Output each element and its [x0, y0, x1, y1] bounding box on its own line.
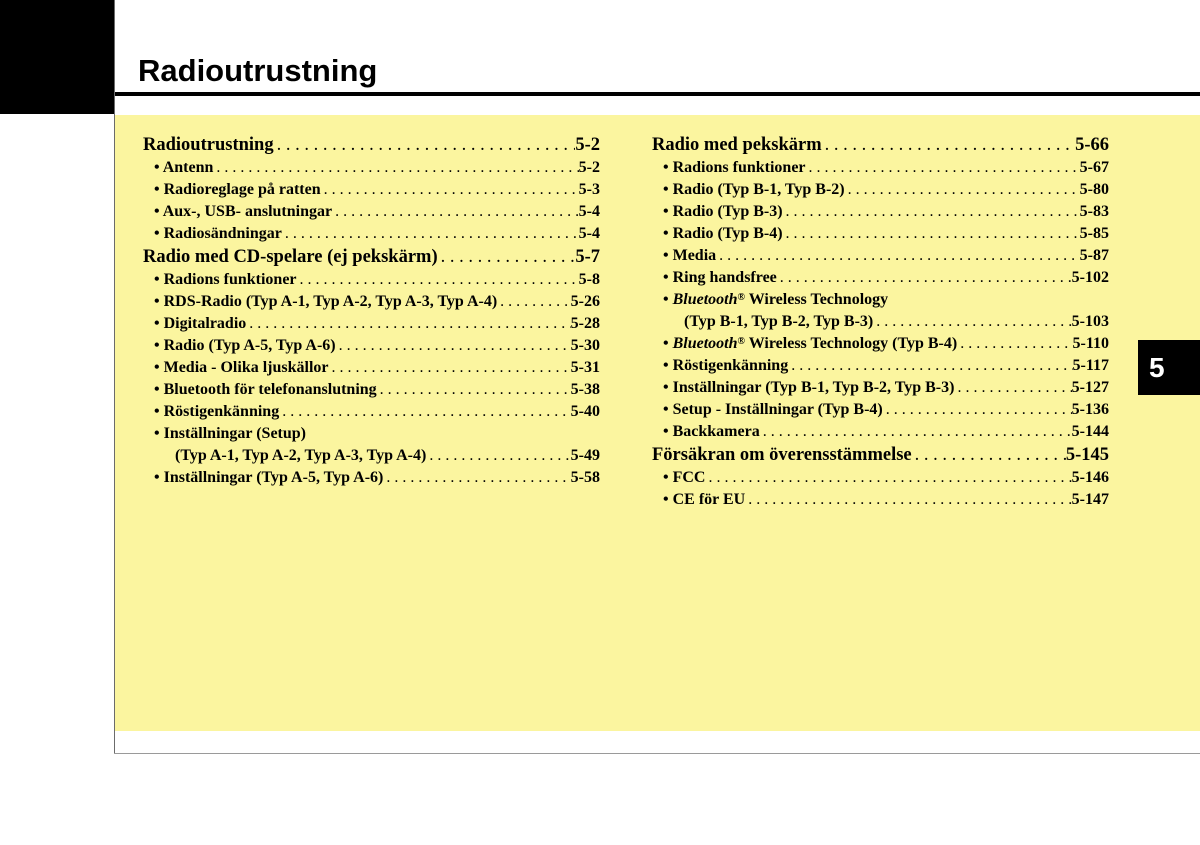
toc-leader-dots [822, 133, 1075, 157]
toc-subentry[interactable] [652, 421, 1109, 443]
toc-subentry[interactable] [143, 223, 600, 245]
toc-subentry[interactable] [143, 291, 600, 313]
toc-section-entry[interactable] [652, 133, 1109, 157]
toc-section-entry[interactable] [652, 443, 1109, 467]
registered-mark: ® [737, 292, 745, 303]
toc-subentry[interactable] [652, 355, 1109, 377]
toc-page-number[interactable]: 5-30 [570, 337, 600, 354]
toc-subentry[interactable] [143, 179, 600, 201]
toc-entry-title: • Radio (Typ B-3) [663, 203, 783, 220]
chapter-corner-block [0, 0, 114, 114]
toc-subentry[interactable] [652, 245, 1109, 267]
toc-entry-title: • Setup - Inställningar (Typ B-4) [663, 401, 883, 418]
toc-page-number[interactable]: 5-87 [1079, 247, 1109, 264]
toc-entry-title: Radio med CD-spelare (ej pekskärm) [143, 247, 438, 267]
title-rule [114, 92, 1200, 96]
toc-leader-dots [806, 157, 1080, 179]
toc-leader-dots [438, 245, 576, 269]
toc-page-number[interactable]: 5-146 [1071, 469, 1109, 486]
chapter-number: 5 [1149, 351, 1165, 383]
toc-page-number[interactable]: 5-38 [570, 381, 600, 398]
toc-brand: Bluetooth [672, 291, 738, 308]
toc-entry-title: Radio med pekskärm [652, 135, 822, 155]
toc-page-number[interactable]: 5-145 [1065, 445, 1109, 465]
toc-leader-dots [383, 467, 570, 489]
toc-page-number[interactable]: 5-144 [1071, 423, 1109, 440]
toc-entry-title: • Radioreglage på ratten [154, 181, 321, 198]
toc-page-number[interactable]: 5-136 [1071, 401, 1109, 418]
toc-entry-title: • FCC [663, 469, 706, 486]
toc-leader-dots [745, 489, 1071, 511]
toc-page-number[interactable]: 5-2 [578, 159, 600, 176]
toc-right-column [652, 133, 1109, 511]
toc-subentry[interactable] [143, 467, 600, 489]
toc-leader-dots [282, 223, 579, 245]
toc-leader-dots [377, 379, 571, 401]
toc-leader-dots [783, 201, 1080, 223]
toc-page-number[interactable]: 5-8 [578, 271, 600, 288]
toc-entry-title: • Radions funktioner [154, 271, 297, 288]
toc-subentry[interactable] [143, 157, 600, 179]
toc-entry-title: • RDS-Radio (Typ A-1, Typ A-2, Typ A-3, Typ A-4) [154, 293, 498, 310]
toc-title-text: Wireless Technology (Typ B-4) [745, 335, 958, 352]
toc-page-number[interactable]: 5-26 [570, 293, 600, 310]
toc-page-number[interactable]: 5-117 [1072, 357, 1109, 374]
toc-leader-dots [497, 291, 571, 313]
toc-subentry[interactable] [652, 223, 1109, 245]
toc-subentry[interactable] [652, 267, 1109, 289]
toc-subentry[interactable] [652, 333, 1109, 355]
toc-subentry[interactable] [652, 179, 1109, 201]
toc-subentry[interactable] [652, 201, 1109, 223]
toc-leader-dots [873, 311, 1071, 333]
toc-entry-title: • Ring handsfree [663, 269, 777, 286]
toc-section-entry[interactable] [143, 245, 600, 269]
toc-entry-title: • Radio (Typ B-4) [663, 225, 783, 242]
toc-leader-dots [329, 357, 571, 379]
toc-entry-title: • CE för EU [663, 491, 746, 508]
bottom-margin-line [114, 753, 1200, 754]
toc-entry-title [663, 333, 957, 355]
toc-leader-dots [426, 445, 570, 467]
toc-subentry[interactable] [652, 467, 1109, 489]
toc-leader-dots [297, 269, 579, 291]
toc-entry-title: • Radions funktioner [663, 159, 806, 176]
toc-subentry[interactable] [143, 357, 600, 379]
toc-entry-title [663, 289, 888, 311]
toc-entry-title: • Media - Olika ljuskällor [154, 359, 329, 376]
toc-page-number[interactable]: 5-127 [1071, 379, 1109, 396]
toc-leader-dots [213, 157, 578, 179]
toc-page-number[interactable]: 5-3 [578, 181, 600, 198]
toc-brand: Bluetooth [672, 335, 738, 352]
toc-subentry[interactable] [143, 201, 600, 223]
toc-leader-dots [883, 399, 1072, 421]
toc-leader-dots [912, 443, 1066, 467]
toc-leader-dots [845, 179, 1080, 201]
registered-mark: ® [737, 336, 745, 347]
toc-subentry[interactable] [652, 311, 1109, 333]
toc-entry-title: • Inställningar (Typ A-5, Typ A-6) [154, 469, 384, 486]
toc-page-number[interactable]: 5-147 [1071, 491, 1109, 508]
toc-leader-dots [321, 179, 579, 201]
toc-page-number[interactable]: 5-103 [1071, 313, 1109, 330]
chapter-tab[interactable] [1138, 340, 1200, 395]
toc-page-number[interactable]: 5-49 [570, 447, 600, 464]
toc-subentry[interactable] [143, 313, 600, 335]
toc-leader-dots [279, 401, 570, 423]
toc-subentry[interactable] [143, 335, 600, 357]
toc-page-number[interactable]: 5-4 [578, 203, 600, 220]
toc-entry-title: • Inställningar (Typ B-1, Typ B-2, Typ B-3) [663, 379, 955, 396]
toc-subentry [143, 423, 600, 445]
toc-entry-title: • Backkamera [663, 423, 760, 440]
toc-leader-dots [274, 133, 576, 157]
toc-entry-title: (Typ A-1, Typ A-2, Typ A-3, Typ A-4) [175, 447, 427, 464]
toc-page-number[interactable]: 5-85 [1079, 225, 1109, 242]
toc-title-text: Wireless Technology [745, 291, 889, 308]
toc-entry-title: • Röstigenkänning [663, 357, 789, 374]
toc-subentry[interactable] [652, 399, 1109, 421]
toc-leader-dots [760, 421, 1072, 443]
toc-entry-title: • Aux-, USB- anslutningar [154, 203, 333, 220]
toc-leader-dots [705, 467, 1071, 489]
toc-left-column [143, 133, 600, 489]
toc-entry-title: • Bluetooth för telefonanslutning [154, 381, 377, 398]
toc-entry-title: • Inställningar (Setup) [154, 425, 307, 442]
toc-entry-title: • Antenn [154, 159, 214, 176]
toc-entry-title: Försäkran om överensstämmelse [652, 445, 912, 465]
toc-page-number[interactable]: 5-2 [575, 135, 600, 155]
toc-leader-dots [957, 333, 1072, 355]
toc-leader-dots [777, 267, 1072, 289]
toc-entry-title: • Röstigenkänning [154, 403, 280, 420]
toc-page-number[interactable]: 5-28 [570, 315, 600, 332]
toc-subentry[interactable] [652, 157, 1109, 179]
toc-page-number[interactable]: 5-58 [570, 469, 600, 486]
toc-subentry[interactable] [143, 269, 600, 291]
toc-entry-title: (Typ B-1, Typ B-2, Typ B-3) [684, 313, 874, 330]
toc-page-number[interactable]: 5-4 [578, 225, 600, 242]
toc-leader-dots [788, 355, 1072, 377]
toc-bullet: • [663, 335, 673, 352]
toc-entry-title: • Digitalradio [154, 315, 247, 332]
toc-page-number[interactable]: 5-83 [1079, 203, 1109, 220]
toc-page-number[interactable]: 5-67 [1079, 159, 1109, 176]
toc-page-number[interactable]: 5-66 [1075, 135, 1109, 155]
toc-leader-dots [954, 377, 1071, 399]
toc-entry-title: Radioutrustning [143, 135, 274, 155]
toc-subentry[interactable] [143, 379, 600, 401]
toc-entry-title: • Radio (Typ A-5, Typ A-6) [154, 337, 336, 354]
toc-page-number[interactable]: 5-80 [1079, 181, 1109, 198]
toc-leader-dots [332, 201, 579, 223]
toc-subentry[interactable] [652, 489, 1109, 511]
toc-page-number[interactable]: 5-40 [570, 403, 600, 420]
toc-entry-title: • Media [663, 247, 717, 264]
toc-subentry [652, 289, 1109, 311]
toc-subentry[interactable] [652, 377, 1109, 399]
toc-leader-dots [336, 335, 571, 357]
left-margin-line [114, 0, 115, 753]
toc-entry-title: • Radio (Typ B-1, Typ B-2) [663, 181, 845, 198]
toc-page-number[interactable]: 5-102 [1071, 269, 1109, 286]
toc-leader-dots [783, 223, 1080, 245]
toc-subentry[interactable] [143, 401, 600, 423]
toc-page-number[interactable]: 5-110 [1072, 335, 1109, 352]
page-title: Radioutrustning [138, 53, 378, 88]
toc-page-number[interactable]: 5-31 [570, 359, 600, 376]
toc-entry-title: • Radiosändningar [154, 225, 282, 242]
toc-section-entry[interactable] [143, 133, 600, 157]
toc-bullet: • [663, 291, 673, 308]
toc-subentry[interactable] [143, 445, 600, 467]
toc-page-number[interactable]: 5-7 [575, 247, 600, 267]
toc-leader-dots [246, 313, 570, 335]
toc-leader-dots [716, 245, 1080, 267]
